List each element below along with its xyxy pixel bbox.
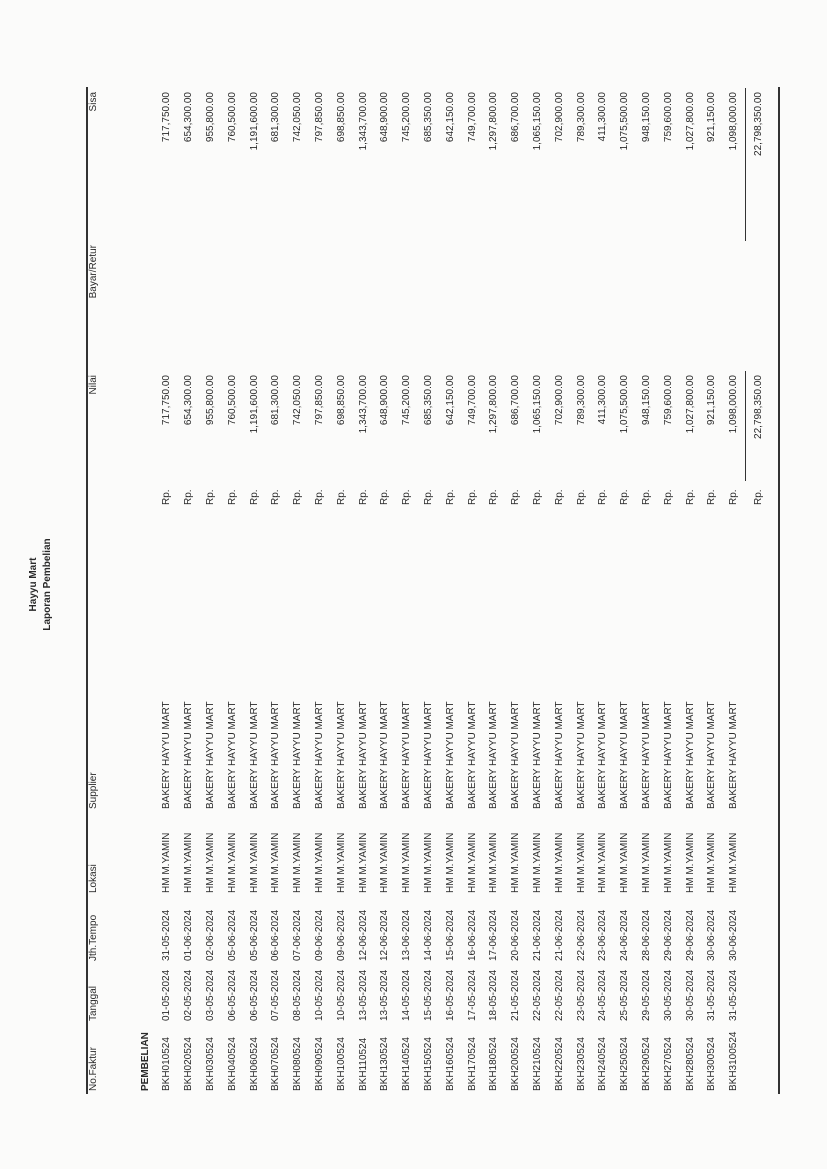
cell-no-faktur: BKH010524 (161, 1037, 173, 1091)
cell-lokasi: HM M.YAMIN (183, 832, 195, 893)
cell-currency: Rp. (379, 489, 391, 505)
cell-nilai: 797,850.00 (313, 375, 325, 426)
table-row (352, 88, 374, 1093)
cell-currency: Rp. (422, 489, 434, 505)
cell-nilai: 681,300.00 (270, 375, 282, 426)
cell-tanggal: 29-05-2024 (640, 969, 652, 1021)
cell-sisa: 1,098,000.00 (723, 88, 745, 241)
cell-no-faktur: BKH160524 (444, 1037, 456, 1091)
cell-jth-tempo: 22-06-2024 (575, 909, 587, 961)
cell-bayar-retur (701, 241, 723, 371)
cell-bayar-retur (592, 241, 614, 371)
cell-currency: Rp. (553, 489, 565, 505)
cell-bayar-retur (527, 241, 549, 371)
total-nilai: 22,798,350.00 (753, 375, 765, 439)
bottom-rule (778, 87, 780, 1094)
cell-sisa: 648,900.00 (379, 92, 391, 143)
table-row (636, 88, 658, 1093)
cell-sisa: 948,150.00 (640, 92, 652, 143)
cell-tanggal: 31-05-2024 (728, 969, 740, 1021)
cell-tanggal: 25-05-2024 (619, 969, 631, 1021)
cell-nilai: 789,300.00 (575, 375, 587, 426)
cell-tanggal: 30-05-2024 (684, 969, 696, 1021)
cell-supplier: BAKERY HAYYU MART (292, 701, 304, 809)
col-supplier: Supplier (88, 772, 99, 809)
cell-no-faktur: BKH280524 (684, 1037, 696, 1091)
cell-currency: Rp. (313, 489, 325, 505)
cell-bayar-retur (396, 241, 418, 371)
cell-no-faktur: BKH060524 (248, 1037, 260, 1091)
cell-jth-tempo: 28-06-2024 (640, 909, 652, 961)
cell-lokasi: HM M.YAMIN (706, 832, 718, 893)
cell-currency: Rp. (292, 489, 304, 505)
cell-currency: Rp. (444, 489, 456, 505)
cell-lokasi: HM M.YAMIN (422, 832, 434, 893)
cell-currency: Rp. (161, 489, 173, 505)
cell-tanggal: 03-05-2024 (204, 969, 216, 1021)
cell-jth-tempo: 31-05-2024 (161, 909, 173, 961)
cell-no-faktur: BKH070524 (270, 1037, 282, 1091)
cell-supplier: BAKERY HAYYU MART (401, 701, 413, 809)
cell-no-faktur: BKH230524 (575, 1037, 587, 1091)
cell-no-faktur: BKH250524 (619, 1037, 631, 1091)
cell-lokasi: HM M.YAMIN (531, 832, 543, 893)
cell-sisa: 698,850.00 (335, 92, 347, 143)
cell-nilai: 1,343,700.00 (357, 375, 369, 434)
cell-supplier: BAKERY HAYYU MART (662, 701, 674, 809)
cell-nilai: 955,800.00 (204, 375, 216, 426)
cell-currency: Rp. (684, 489, 696, 505)
cell-tanggal: 17-05-2024 (466, 969, 478, 1021)
cell-supplier: BAKERY HAYYU MART (379, 701, 391, 809)
cell-sisa: 745,200.00 (401, 92, 413, 143)
cell-jth-tempo: 20-06-2024 (510, 909, 522, 961)
cell-currency: Rp. (183, 489, 195, 505)
cell-no-faktur: BKH090524 (313, 1037, 325, 1091)
cell-tanggal: 22-05-2024 (553, 969, 565, 1021)
cell-nilai: 686,700.00 (510, 375, 522, 426)
cell-lokasi: HM M.YAMIN (270, 832, 282, 893)
cell-tanggal: 21-05-2024 (510, 969, 522, 1021)
cell-nilai: 921,150.00 (706, 375, 718, 426)
cell-supplier: BAKERY HAYYU MART (684, 701, 696, 809)
cell-tanggal: 02-05-2024 (183, 969, 195, 1021)
cell-no-faktur: BKH290524 (640, 1037, 652, 1091)
cell-sisa: 742,050.00 (292, 92, 304, 143)
cell-bayar-retur (178, 241, 200, 371)
table-row (701, 88, 723, 1093)
total-currency: Rp. (752, 489, 764, 505)
group-row (134, 88, 156, 1093)
cell-currency: Rp. (226, 489, 238, 505)
cell-nilai: 698,850.00 (335, 375, 347, 426)
cell-sisa: 921,150.00 (706, 92, 718, 143)
cell-sisa: 642,150.00 (444, 92, 456, 143)
cell-no-faktur: BKH130524 (379, 1037, 391, 1091)
cell-currency: Rp. (575, 489, 587, 505)
cell-sisa: 717,750.00 (161, 92, 173, 143)
cell-nilai: 745,200.00 (401, 375, 413, 426)
cell-lokasi: HM M.YAMIN (357, 832, 369, 893)
cell-supplier: BAKERY HAYYU MART (619, 701, 631, 809)
cell-jth-tempo: 21-06-2024 (531, 909, 543, 961)
cell-lokasi: HM M.YAMIN (379, 832, 391, 893)
cell-tanggal: 18-05-2024 (488, 969, 500, 1021)
cell-nilai: 1,075,500.00 (619, 375, 631, 434)
cell-bayar-retur (723, 241, 745, 371)
col-no-faktur: No.Faktur (88, 1047, 99, 1091)
cell-sisa: 685,350.00 (422, 92, 434, 143)
cell-lokasi: HM M.YAMIN (619, 832, 631, 893)
cell-currency: Rp. (357, 489, 369, 505)
cell-jth-tempo: 13-06-2024 (401, 909, 413, 961)
cell-sisa: 681,300.00 (270, 92, 282, 143)
cell-jth-tempo: 01-06-2024 (183, 909, 195, 961)
cell-bayar-retur (243, 241, 265, 371)
cell-jth-tempo: 09-06-2024 (335, 909, 347, 961)
cell-supplier: BAKERY HAYYU MART (270, 701, 282, 809)
cell-no-faktur: BKH140524 (401, 1037, 413, 1091)
table-header (84, 88, 134, 1093)
cell-supplier: BAKERY HAYYU MART (510, 701, 522, 809)
cell-tanggal: 13-05-2024 (379, 969, 391, 1021)
table-row (657, 88, 679, 1093)
table-row (418, 88, 440, 1093)
cell-bayar-retur (418, 241, 440, 371)
cell-bayar-retur (309, 241, 331, 371)
cell-supplier: BAKERY HAYYU MART (204, 701, 216, 809)
cell-no-faktur: BKH020524 (183, 1037, 195, 1091)
cell-lokasi: HM M.YAMIN (488, 832, 500, 893)
cell-lokasi: HM M.YAMIN (662, 832, 674, 893)
cell-sisa: 1,027,800.00 (684, 92, 696, 151)
cell-tanggal: 01-05-2024 (161, 969, 173, 1021)
cell-supplier: BAKERY HAYYU MART (226, 701, 238, 809)
table-row (265, 88, 287, 1093)
cell-bayar-retur (374, 241, 396, 371)
cell-no-faktur: BKH150524 (422, 1037, 434, 1091)
col-lokasi: Lokasi (88, 864, 99, 893)
cell-nilai: 702,900.00 (553, 375, 565, 426)
cell-sisa: 1,065,150.00 (531, 92, 543, 151)
table-row (592, 88, 614, 1093)
cell-tanggal: 16-05-2024 (444, 969, 456, 1021)
table-row (330, 88, 352, 1093)
cell-bayar-retur (636, 241, 658, 371)
cell-no-faktur: BKH180524 (488, 1037, 500, 1091)
cell-nilai: 749,700.00 (466, 375, 478, 426)
cell-nilai: 1,297,800.00 (488, 375, 500, 434)
cell-supplier: BAKERY HAYYU MART (444, 701, 456, 809)
cell-currency: Rp. (270, 489, 282, 505)
cell-jth-tempo: 17-06-2024 (488, 909, 500, 961)
cell-supplier: BAKERY HAYYU MART (357, 701, 369, 809)
cell-tanggal: 06-05-2024 (226, 969, 238, 1021)
cell-sisa: 797,850.00 (313, 92, 325, 143)
cell-supplier: BAKERY HAYYU MART (553, 701, 565, 809)
cell-supplier: BAKERY HAYYU MART (466, 701, 478, 809)
cell-jth-tempo: 21-06-2024 (553, 909, 565, 961)
cell-sisa: 759,600.00 (662, 92, 674, 143)
cell-tanggal: 07-05-2024 (270, 969, 282, 1021)
cell-jth-tempo: 23-06-2024 (597, 909, 609, 961)
company-name: Hayyu Mart (28, 557, 39, 612)
cell-currency: Rp. (531, 489, 543, 505)
table-row (614, 88, 636, 1093)
cell-no-faktur: BKH300524 (706, 1037, 718, 1091)
cell-sisa: 411,300.00 (597, 92, 609, 142)
table-row (527, 88, 549, 1093)
cell-bayar-retur (439, 241, 461, 371)
group-label: PEMBELIAN (139, 1032, 151, 1091)
table-row (200, 88, 222, 1093)
cell-no-faktur: BKH200524 (510, 1037, 522, 1091)
cell-sisa: 686,700.00 (510, 92, 522, 143)
cell-nilai: 1,191,600.00 (248, 375, 260, 434)
cell-nilai: 759,600.00 (662, 375, 674, 426)
table-row (461, 88, 483, 1093)
cell-lokasi: HM M.YAMIN (335, 832, 347, 893)
cell-currency: Rp. (640, 489, 652, 505)
cell-no-faktur: BKH030524 (204, 1037, 216, 1091)
cell-tanggal: 15-05-2024 (422, 969, 434, 1021)
cell-tanggal: 23-05-2024 (575, 969, 587, 1021)
cell-no-faktur: BKH240524 (597, 1037, 609, 1091)
cell-tanggal: 10-05-2024 (313, 969, 325, 1021)
table-row (548, 88, 570, 1093)
cell-supplier: BAKERY HAYYU MART (248, 701, 260, 809)
cell-no-faktur: BKH100524 (335, 1037, 347, 1091)
table-row (178, 88, 200, 1093)
cell-nilai: 948,150.00 (640, 375, 652, 426)
cell-bayar-retur (221, 241, 243, 371)
cell-supplier: BAKERY HAYYU MART (575, 701, 587, 809)
cell-lokasi: HM M.YAMIN (597, 832, 609, 893)
cell-currency: Rp. (706, 489, 718, 505)
cell-supplier: BAKERY HAYYU MART (488, 701, 500, 809)
cell-bayar-retur (287, 241, 309, 371)
cell-jth-tempo: 09-06-2024 (313, 909, 325, 961)
purchase-table (84, 88, 772, 1093)
cell-jth-tempo: 24-06-2024 (619, 909, 631, 961)
table-row (374, 88, 396, 1093)
cell-bayar-retur (570, 241, 592, 371)
cell-bayar-retur (614, 241, 636, 371)
cell-jth-tempo: 06-06-2024 (270, 909, 282, 961)
cell-lokasi: HM M.YAMIN (204, 832, 216, 893)
cell-bayar-retur (200, 241, 222, 371)
cell-nilai: 411,300.00 (597, 375, 609, 425)
cell-lokasi: HM M.YAMIN (248, 832, 260, 893)
table-row (483, 88, 505, 1093)
cell-nilai: 1,065,150.00 (531, 375, 543, 434)
cell-nilai: 685,350.00 (422, 375, 434, 426)
cell-jth-tempo: 15-06-2024 (444, 909, 456, 961)
cell-lokasi: HM M.YAMIN (444, 832, 456, 893)
cell-nilai: 654,300.00 (183, 375, 195, 426)
cell-lokasi: HM M.YAMIN (575, 832, 587, 893)
cell-lokasi: HM M.YAMIN (553, 832, 565, 893)
cell-lokasi: HM M.YAMIN (226, 832, 238, 893)
cell-no-faktur: BKH270524 (662, 1037, 674, 1091)
cell-bayar-retur (265, 241, 287, 371)
col-bayar-retur: Bayar/Retur (88, 245, 99, 299)
col-nilai: Nilai (88, 375, 99, 395)
cell-supplier: BAKERY HAYYU MART (161, 701, 173, 809)
table-row (287, 88, 309, 1093)
cell-supplier: BAKERY HAYYU MART (640, 701, 652, 809)
cell-bayar-retur (657, 241, 679, 371)
cell-supplier: BAKERY HAYYU MART (531, 701, 543, 809)
table-row (309, 88, 331, 1093)
cell-jth-tempo: 12-06-2024 (357, 909, 369, 961)
cell-jth-tempo: 02-06-2024 (204, 909, 216, 961)
cell-jth-tempo: 14-06-2024 (422, 909, 434, 961)
cell-jth-tempo: 07-06-2024 (292, 909, 304, 961)
cell-tanggal: 22-05-2024 (531, 969, 543, 1021)
cell-nilai: 1,027,800.00 (684, 375, 696, 434)
cell-tanggal: 31-05-2024 (706, 969, 718, 1021)
cell-bayar-retur (330, 241, 352, 371)
cell-bayar-retur (548, 241, 570, 371)
cell-sisa: 955,800.00 (204, 92, 216, 143)
cell-bayar-retur (679, 241, 701, 371)
cell-sisa: 1,075,500.00 (619, 92, 631, 151)
cell-tanggal: 10-05-2024 (335, 969, 347, 1021)
cell-no-faktur: BKH080524 (292, 1037, 304, 1091)
table-row (396, 88, 418, 1093)
cell-jth-tempo: 29-06-2024 (684, 909, 696, 961)
cell-nilai: 742,050.00 (292, 375, 304, 426)
cell-lokasi: HM M.YAMIN (684, 832, 696, 893)
cell-currency: Rp. (466, 489, 478, 505)
cell-bayar-retur (156, 241, 178, 371)
cell-lokasi: HM M.YAMIN (292, 832, 304, 893)
table-row (723, 88, 745, 1093)
cell-tanggal: 13-05-2024 (357, 969, 369, 1021)
cell-tanggal: 14-05-2024 (401, 969, 413, 1021)
cell-sisa: 1,191,600.00 (248, 92, 260, 151)
col-tanggal: Tanggal (88, 985, 99, 1021)
cell-supplier: BAKERY HAYYU MART (422, 701, 434, 809)
cell-supplier: BAKERY HAYYU MART (597, 701, 609, 809)
cell-sisa: 749,700.00 (466, 92, 478, 143)
cell-nilai: 760,500.00 (226, 375, 238, 426)
cell-currency: Rp. (488, 489, 500, 505)
cell-jth-tempo: 16-06-2024 (466, 909, 478, 961)
cell-currency: Rp. (597, 489, 609, 505)
cell-supplier: BAKERY HAYYU MART (706, 701, 718, 809)
cell-bayar-retur (505, 241, 527, 371)
cell-currency: Rp. (728, 489, 740, 505)
cell-sisa: 654,300.00 (183, 92, 195, 143)
cell-sisa: 702,900.00 (553, 92, 565, 143)
cell-lokasi: HM M.YAMIN (313, 832, 325, 893)
cell-nilai: 1,098,000.00 (723, 371, 745, 481)
cell-jth-tempo: 05-06-2024 (226, 909, 238, 961)
cell-nilai: 642,150.00 (444, 375, 456, 426)
cell-no-faktur: BKH210524 (531, 1037, 543, 1091)
col-sisa: Sisa (88, 92, 99, 112)
table-row (439, 88, 461, 1093)
cell-lokasi: HM M.YAMIN (728, 832, 740, 893)
cell-supplier: BAKERY HAYYU MART (313, 701, 325, 809)
report-title: Laporan Pembelian (42, 538, 53, 631)
cell-supplier: BAKERY HAYYU MART (183, 701, 195, 809)
cell-currency: Rp. (204, 489, 216, 505)
cell-supplier: BAKERY HAYYU MART (335, 701, 347, 809)
cell-bayar-retur (483, 241, 505, 371)
cell-jth-tempo: 30-06-2024 (706, 909, 718, 961)
cell-tanggal: 06-05-2024 (248, 969, 260, 1021)
table-row (679, 88, 701, 1093)
cell-tanggal: 08-05-2024 (292, 969, 304, 1021)
cell-no-faktur: BKH110524 (357, 1037, 369, 1091)
cell-lokasi: HM M.YAMIN (640, 832, 652, 893)
cell-no-faktur: BKH220524 (553, 1037, 565, 1091)
total-sisa: 22,798,350.00 (753, 92, 765, 156)
table-row (570, 88, 592, 1093)
cell-sisa: 1,343,700.00 (357, 92, 369, 151)
table-row (243, 88, 265, 1093)
cell-no-faktur: BKH3100524 (728, 1031, 740, 1091)
cell-lokasi: HM M.YAMIN (401, 832, 413, 893)
cell-currency: Rp. (619, 489, 631, 505)
table-row (505, 88, 527, 1093)
cell-nilai: 648,900.00 (379, 375, 391, 426)
cell-currency: Rp. (401, 489, 413, 505)
cell-jth-tempo: 05-06-2024 (248, 909, 260, 961)
cell-tanggal: 30-05-2024 (662, 969, 674, 1021)
cell-sisa: 789,300.00 (575, 92, 587, 143)
table-row (156, 88, 178, 1093)
total-row (745, 88, 772, 1093)
cell-jth-tempo: 30-06-2024 (728, 909, 740, 961)
cell-sisa: 760,500.00 (226, 92, 238, 143)
cell-supplier: BAKERY HAYYU MART (728, 701, 740, 809)
cell-jth-tempo: 12-06-2024 (379, 909, 391, 961)
cell-no-faktur: BKH040524 (226, 1037, 238, 1091)
col-jth-tempo: Jth.Tempo (88, 914, 99, 961)
cell-sisa: 1,297,800.00 (488, 92, 500, 151)
cell-currency: Rp. (335, 489, 347, 505)
cell-lokasi: HM M.YAMIN (161, 832, 173, 893)
cell-lokasi: HM M.YAMIN (466, 832, 478, 893)
table-row (221, 88, 243, 1093)
cell-no-faktur: BKH170524 (466, 1037, 478, 1091)
cell-lokasi: HM M.YAMIN (510, 832, 522, 893)
cell-jth-tempo: 29-06-2024 (662, 909, 674, 961)
cell-currency: Rp. (662, 489, 674, 505)
cell-bayar-retur (352, 241, 374, 371)
cell-tanggal: 24-05-2024 (597, 969, 609, 1021)
cell-nilai: 717,750.00 (161, 375, 173, 426)
cell-currency: Rp. (510, 489, 522, 505)
cell-bayar-retur (461, 241, 483, 371)
cell-currency: Rp. (248, 489, 260, 505)
